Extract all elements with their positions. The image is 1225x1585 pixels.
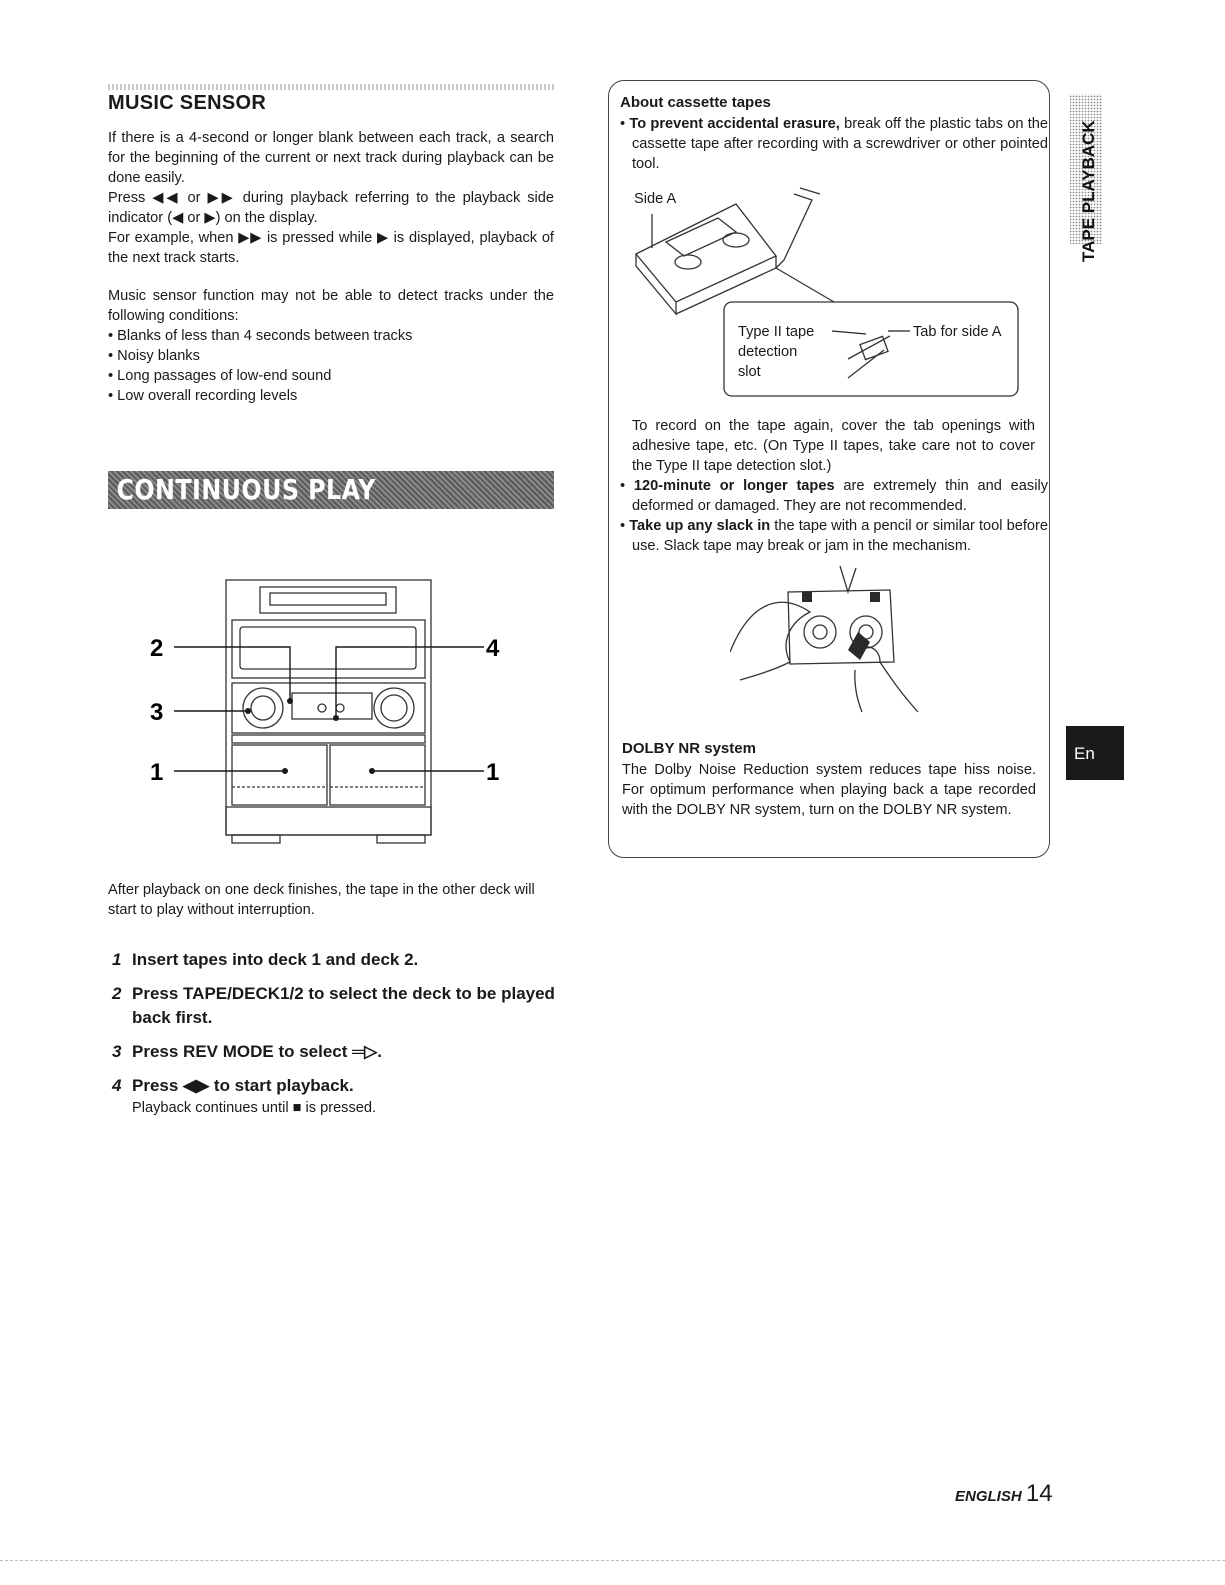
cassette-erasure: • To prevent accidental erasure, break off the plastic tabs on the cassette tape after recording with a screwdriver or other pointed tool. [620, 116, 1048, 172]
dolby-text: The Dolby Noise Reduction system reduces tape hiss noise. For optimum performance when playing back a tape recorded with the DOLBY NR system, turn on the DOLBY NR system. [622, 762, 1036, 818]
music-sensor-conditions-intro: Music sensor function may not be able to detect tracks under the following conditions: [108, 288, 554, 324]
callout-4: 4 [486, 635, 500, 662]
callout-1-right: 1 [486, 759, 500, 786]
callout-1-left: 1 [150, 759, 164, 786]
figure-label-tab-side-a: Tab for side A [913, 324, 1002, 340]
music-sensor-body [108, 128, 554, 406]
cassette-slack: • Take up any slack in the tape with a pencil or similar tool before use. Slack tape may break or jam in the mechanism. [620, 518, 1048, 554]
section-tab-tape-playback [1066, 74, 1106, 284]
cassette-record-again: To record on the tape again, cover the tab openings with adhesive tape, etc. (On Type II tapes, take care not to cover the Type II tape detection slot.) [632, 418, 1035, 474]
cassette-120-minute: • 120-minute or longer tapes are extremely thin and easily deformed or damaged. They are not recommended. [620, 478, 1048, 514]
step-1: 1 Insert tapes into deck 1 and deck 2. [112, 950, 419, 969]
step-4: 4 Press ◀▶ to start playback. [112, 1076, 354, 1095]
figure-label-detection: detection [738, 344, 798, 360]
cassette-tab-figure [626, 184, 1026, 404]
bottom-margin-line [0, 1560, 1225, 1561]
continuous-play-intro: After playback on one deck finishes, the tape in the other deck will start to play without interruption. [108, 882, 535, 918]
figure-label-side-a: Side A [634, 191, 677, 207]
list-item: • Long passages of low-end sound [108, 366, 554, 386]
continuous-play-banner [108, 471, 554, 509]
callout-2: 2 [150, 635, 164, 662]
cassette-title: About cassette tapes [620, 94, 771, 111]
list-item: • Low overall recording levels [108, 386, 554, 406]
section-rule-music-sensor [108, 84, 554, 90]
figure-label-slot: slot [738, 364, 761, 380]
page-footer [955, 1480, 1053, 1508]
dolby-title: DOLBY NR system [622, 740, 756, 757]
music-sensor-title: MUSIC SENSOR [108, 92, 267, 114]
step-3: 3 Press REV MODE to select ═▷. [112, 1042, 382, 1061]
music-sensor-intro: If there is a 4-second or longer blank between each track, a search for the beginning of the current or next track during playback can be done easily. [108, 130, 554, 186]
continuous-play-title: CONTINUOUS PLAY [116, 473, 376, 506]
music-sensor-press: Press ◀◀ or ▶▶ during playback referring to the playback side indicator (◀ or ▶) on the display. [108, 190, 554, 226]
music-sensor-conditions [108, 326, 554, 406]
list-item: • Blanks of less than 4 seconds between tracks [108, 326, 554, 346]
language-tab-en: En [1066, 726, 1124, 780]
footer-language: ENGLISH [955, 1488, 1022, 1505]
list-item: • Noisy blanks [108, 346, 554, 366]
callout-3: 3 [150, 699, 164, 726]
section-tab-label: TAPE PLAYBACK [1079, 120, 1098, 262]
music-sensor-example: For example, when ▶▶ is pressed while ▶ is displayed, playback of the next track starts. [108, 230, 554, 266]
page-number: 14 [1025, 1480, 1053, 1507]
stereo-unit-figure [140, 575, 520, 850]
continuous-play-steps [112, 948, 562, 1118]
step-4-note: Playback continues until ■ is pressed. [132, 1100, 377, 1116]
hand-pencil-figure [730, 562, 930, 722]
figure-label-type2: Type II tape [738, 324, 815, 340]
step-2: 2 Press TAPE/DECK1/2 to select the deck to be played back first. [112, 984, 555, 1027]
